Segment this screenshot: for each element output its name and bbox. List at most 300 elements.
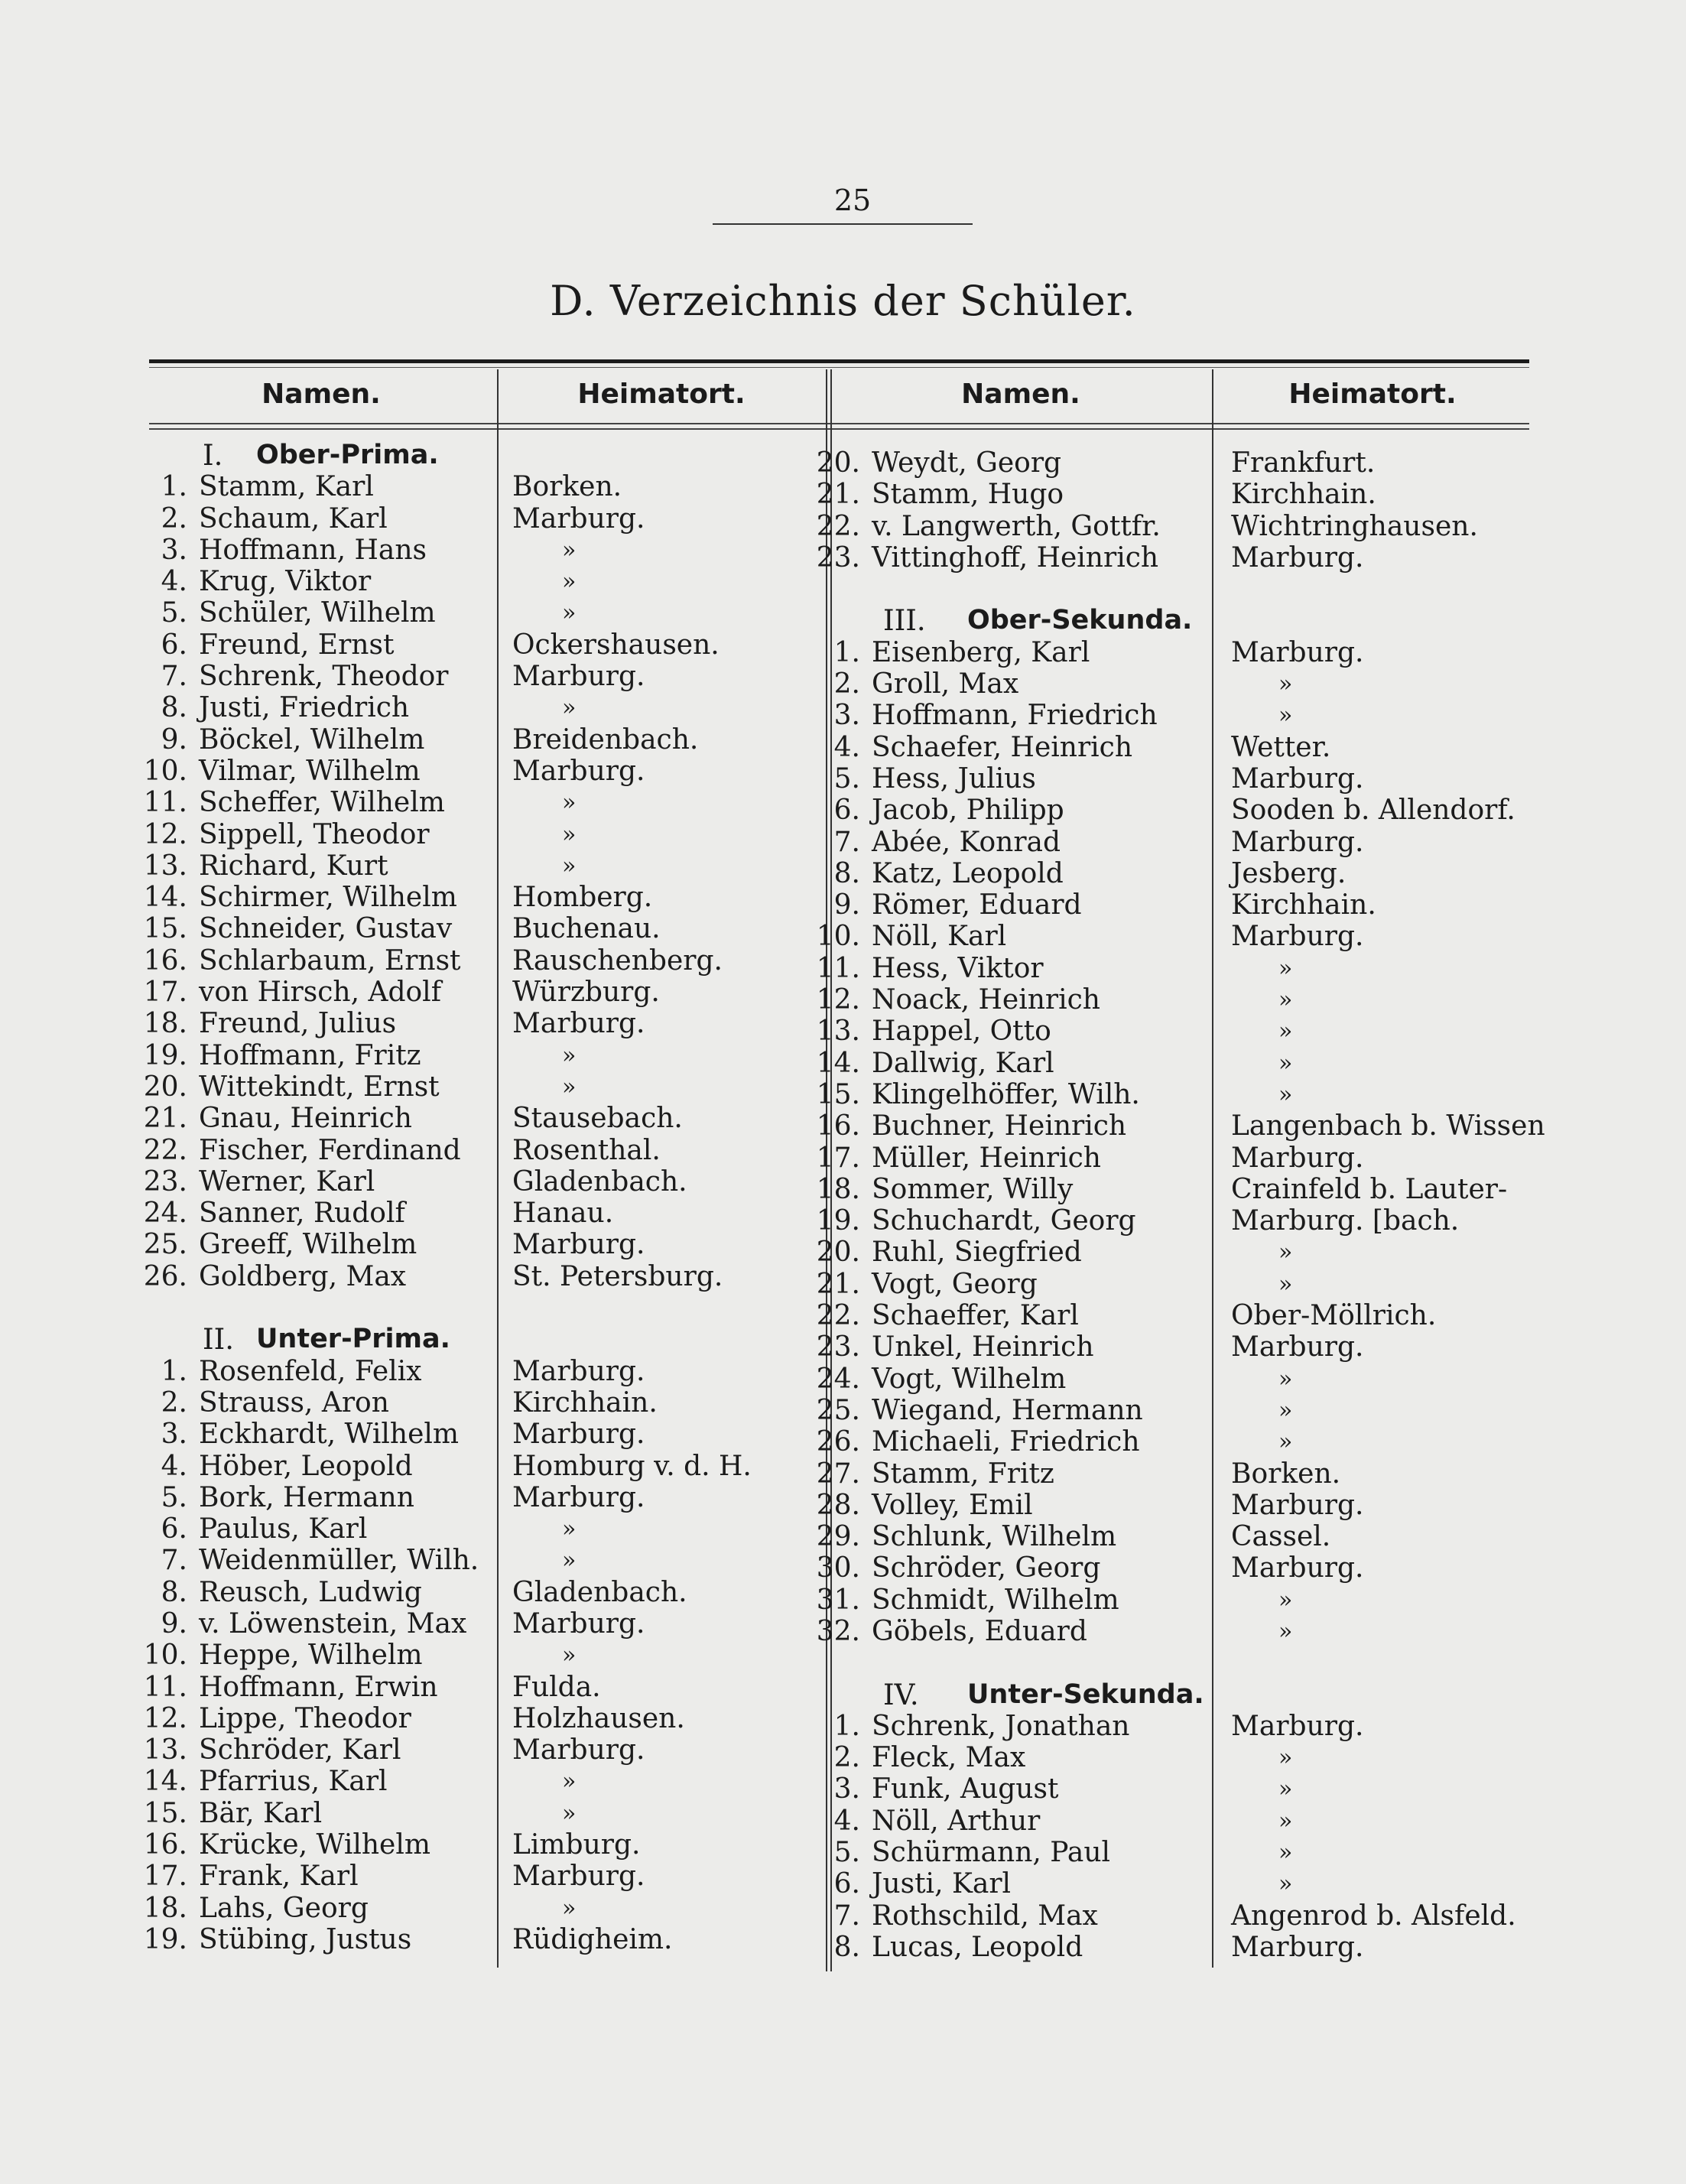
student-number: 6. [161,629,187,661]
hometown-ditto-mark: » [562,1042,577,1069]
student-name: Wittekindt, Ernst [199,1071,440,1103]
student-name: Schuchardt, Georg [872,1205,1136,1237]
student-number: 21. [816,479,860,511]
right-student-column [811,447,1545,1963]
student-number: 18. [816,1173,860,1205]
student-row [811,1805,1529,1837]
hometown-ditto-mark: » [1278,1776,1293,1803]
student-name: Krug, Viktor [199,566,372,598]
student-number: 5. [833,1837,860,1869]
student-row [811,1490,1529,1521]
student-number: 16. [143,944,187,977]
student-number: 4. [161,1450,187,1482]
student-name: Jacob, Philipp [872,795,1064,827]
student-name: Klingelhöffer, Wilh. [872,1078,1140,1110]
student-name: Rothschild, Max [872,1900,1098,1932]
student-number: 15. [143,913,187,945]
student-row [811,1711,1529,1742]
page-number: 25 [833,184,872,217]
student-row [138,1261,811,1292]
student-row [811,1016,1529,1047]
student-number: 12. [816,984,860,1016]
student-number: 18. [143,1008,187,1040]
student-name: Weidenmüller, Wilh. [199,1545,479,1577]
student-hometown: Kirchhain. [1231,889,1376,921]
student-row [811,1521,1529,1552]
student-hometown: Hanau. [512,1198,614,1230]
student-number: 20. [816,1237,860,1269]
student-number: 3. [161,1419,187,1451]
section-roman-numeral: I. [203,439,223,472]
student-name: Justi, Karl [872,1868,1012,1900]
table-top-rule-thin [149,367,1529,368]
student-row [138,787,811,818]
student-number: 2. [833,668,860,700]
hometown-ditto-mark: » [562,1799,577,1827]
section-gap [138,1292,811,1324]
student-row [811,1174,1529,1205]
student-hometown: Würzburg. [512,977,660,1009]
student-name: v. Langwerth, Gottfr. [872,510,1161,542]
student-hometown: Marburg. [512,1355,645,1387]
hometown-ditto-mark: » [1278,1870,1293,1898]
student-row [138,1387,811,1419]
student-row [811,1868,1529,1900]
student-name: Schröder, Georg [872,1552,1101,1584]
student-row [138,1166,811,1198]
student-row [811,1205,1529,1237]
student-row [138,1577,811,1608]
student-row [138,819,811,850]
hometown-ditto-mark: » [1278,1396,1293,1424]
student-hometown: Marburg. [512,1229,645,1261]
student-number: 7. [833,826,860,858]
student-number: 7. [833,1900,860,1932]
student-row [138,597,811,629]
student-name: Heppe, Wilhelm [199,1640,423,1672]
student-hometown: Marburg. [1231,1710,1364,1742]
student-row [811,795,1529,826]
student-row [138,1451,811,1482]
student-row [811,984,1529,1016]
student-name: Vogt, Georg [872,1268,1038,1300]
student-number: 17. [143,977,187,1009]
student-name: Schröder, Karl [199,1734,401,1766]
student-number: 15. [143,1797,187,1829]
student-hometown: Marburg. [512,1419,645,1451]
section-gap [811,574,1529,605]
student-number: 9. [161,1607,187,1640]
student-name: Abée, Konrad [872,826,1061,858]
student-row [811,1932,1529,1963]
student-row [138,1356,811,1387]
student-hometown: Marburg. [1231,636,1364,668]
student-name: Schüler, Wilhelm [199,597,436,629]
hometown-ditto-mark: » [1278,1018,1293,1045]
student-hometown: Marburg. [512,661,645,693]
student-name: Gnau, Heinrich [199,1103,412,1135]
student-hometown: Marburg. [512,1734,645,1766]
student-name: Schrenk, Theodor [199,661,449,693]
student-number: 23. [143,1165,187,1198]
student-name: Freund, Julius [199,1008,397,1040]
student-name: Nöll, Karl [872,921,1007,953]
student-name: Strauss, Aron [199,1386,389,1419]
hometown-ditto-mark: » [1278,1617,1293,1645]
class-section-heading [138,440,811,471]
student-hometown: Kirchhain. [1231,479,1376,511]
student-name: Schlarbaum, Ernst [199,944,461,977]
student-hometown: Gladenbach. [512,1165,687,1198]
section-roman-numeral: III. [883,604,926,638]
student-row [811,668,1529,700]
hometown-ditto-mark: » [1278,671,1293,698]
student-name: Groll, Max [872,668,1019,700]
student-name: Sanner, Rudolf [199,1198,405,1230]
student-row [138,661,811,692]
student-name: Buchner, Heinrich [872,1110,1127,1142]
student-number: 24. [816,1363,860,1395]
student-hometown: Marburg. [1231,1142,1364,1174]
student-name: Hess, Julius [872,762,1036,795]
student-row [811,1458,1529,1490]
student-name: Vogt, Wilhelm [872,1363,1067,1395]
student-row [138,1798,811,1829]
student-name: Eisenberg, Karl [872,636,1090,668]
student-row [811,1395,1529,1426]
hometown-ditto-mark: » [1278,1049,1293,1077]
student-hometown: Wetter. [1231,731,1331,763]
student-name: Lahs, Georg [199,1892,369,1924]
student-hometown: Limburg. [512,1829,641,1861]
student-number: 2. [161,502,187,535]
student-name: Fischer, Ferdinand [199,1134,461,1166]
student-row [811,511,1529,542]
hometown-ditto-mark: » [562,821,577,848]
left-student-column [138,440,811,1955]
student-name: Bär, Karl [199,1797,323,1829]
student-number: 14. [143,882,187,914]
student-number: 8. [161,692,187,724]
hometown-ditto-mark: » [1278,1807,1293,1835]
student-name: Happel, Otto [872,1016,1051,1048]
student-number: 6. [833,1868,860,1900]
student-number: 3. [161,534,187,566]
student-row [811,479,1529,510]
student-hometown: Marburg. [1231,921,1364,953]
student-hometown: Wichtringhausen. [1231,510,1478,542]
hometown-ditto-mark: » [1278,1428,1293,1456]
student-hometown: Frankfurt. [1231,447,1376,479]
student-row [138,1103,811,1134]
hometown-ditto-mark: » [1278,1744,1293,1772]
student-number: 14. [816,1047,860,1079]
student-number: 4. [833,1805,860,1837]
student-row [811,763,1529,795]
student-name: Rosenfeld, Felix [199,1355,422,1387]
student-name: von Hirsch, Adolf [199,977,442,1009]
student-row [138,1829,811,1861]
student-number: 5. [833,762,860,795]
student-hometown: Homburg v. d. H. [512,1450,752,1482]
hometown-ditto-mark: » [562,1768,577,1796]
student-name: Schaefer, Heinrich [872,731,1133,763]
student-row [811,1110,1545,1142]
hometown-ditto-mark: » [562,1516,577,1543]
student-name: Römer, Eduard [872,889,1082,921]
header-town-left: Heimatort. [577,379,746,410]
student-number: 28. [816,1489,860,1521]
student-row [138,1040,811,1071]
student-name: Katz, Leopold [872,857,1064,889]
student-name: Schirmer, Wilhelm [199,882,457,914]
hometown-ditto-mark: » [562,600,577,627]
student-number: 8. [833,857,860,889]
student-row [138,1893,811,1924]
student-number: 9. [833,889,860,921]
hometown-ditto-mark: » [562,536,577,564]
student-name: Weydt, Georg [872,447,1062,479]
student-name: Richard, Kurt [199,850,388,882]
student-name: Hoffmann, Erwin [199,1671,438,1703]
student-name: Schneider, Gustav [199,913,453,945]
student-hometown: Marburg. [1231,1331,1364,1363]
student-number: 13. [143,1734,187,1766]
student-row [811,1552,1529,1584]
student-number: 25. [143,1229,187,1261]
student-number: 2. [833,1742,860,1774]
student-number: 19. [143,1039,187,1071]
section-label: Unter-Prima. [256,1324,450,1355]
student-hometown: Angenrod b. Alsfeld. [1231,1900,1516,1932]
student-number: 7. [161,1545,187,1577]
student-row [138,566,811,597]
student-row [811,1900,1529,1932]
student-number: 1. [833,1710,860,1742]
student-number: 26. [816,1426,860,1458]
hometown-ditto-mark: » [1278,1839,1293,1867]
student-hometown: Fulda. [512,1671,601,1703]
student-number: 22. [143,1134,187,1166]
student-number: 32. [816,1615,860,1647]
student-number: 12. [143,1702,187,1734]
student-number: 11. [816,952,860,984]
student-number: 20. [816,447,860,479]
student-name: Stamm, Fritz [872,1458,1054,1490]
student-number: 1. [161,471,187,503]
hometown-ditto-mark: » [1278,702,1293,730]
student-row [138,1229,811,1260]
student-hometown: Ober-Möllrich. [1231,1300,1437,1332]
student-number: 21. [816,1268,860,1300]
student-number: 11. [143,787,187,819]
student-row [138,1545,811,1576]
student-row [138,1198,811,1229]
student-name: Dallwig, Karl [872,1047,1054,1079]
student-row [138,471,811,502]
section-label: Ober-Prima. [256,440,439,470]
student-name: Höber, Leopold [199,1450,413,1482]
student-row [811,858,1529,889]
student-row [138,1766,811,1797]
student-row [138,1924,811,1955]
header-town-right: Heimatort. [1288,379,1457,410]
student-hometown: St. Petersburg. [512,1260,723,1292]
page-number-rule [713,223,973,225]
student-hometown: Breidenbach. [512,723,699,756]
section-label: Unter-Sekunda. [967,1679,1204,1710]
hometown-ditto-mark: » [1278,986,1293,1014]
student-number: 23. [816,541,860,574]
student-name: Volley, Emil [872,1489,1033,1521]
student-name: Eckhardt, Wilhelm [199,1419,460,1451]
student-hometown: Marburg. [1231,541,1364,574]
student-number: 31. [816,1584,860,1616]
class-section-heading [138,1324,811,1355]
student-row [811,1237,1529,1268]
student-number: 15. [816,1078,860,1110]
student-row [138,535,811,566]
student-hometown: Sooden b. Allendorf. [1231,795,1515,827]
student-row [138,1640,811,1671]
student-row [811,1269,1529,1300]
student-name: Bork, Hermann [199,1481,414,1513]
student-name: Vittinghoff, Heinrich [872,541,1159,574]
student-number: 16. [816,1110,860,1142]
hometown-ditto-mark: » [562,789,577,817]
student-name: Hess, Viktor [872,952,1044,984]
hometown-ditto-mark: » [562,852,577,879]
student-number: 11. [143,1671,187,1703]
student-name: Funk, August [872,1773,1059,1805]
student-row [811,447,1529,479]
student-number: 2. [161,1386,187,1419]
student-row [138,692,811,723]
student-hometown: Crainfeld b. Lauter- [1231,1173,1508,1205]
student-number: 10. [816,921,860,953]
student-name: Freund, Ernst [199,629,395,661]
student-row [811,1773,1529,1805]
student-row [811,1584,1529,1616]
section-roman-numeral: II. [203,1323,234,1357]
student-number: 26. [143,1260,187,1292]
student-name: Michaeli, Friedrich [872,1426,1140,1458]
student-hometown: Holzhausen. [512,1702,685,1734]
hometown-ditto-mark: » [562,1894,577,1922]
student-name: Schaeffer, Karl [872,1300,1079,1332]
student-hometown: Kirchhain. [512,1386,658,1419]
hometown-ditto-mark: » [562,1073,577,1100]
student-number: 6. [161,1513,187,1545]
hometown-ditto-mark: » [562,1547,577,1575]
student-hometown: Ockershausen. [512,629,720,661]
student-row [811,827,1529,858]
student-number: 9. [161,723,187,756]
student-number: 30. [816,1552,860,1584]
student-row [138,503,811,535]
student-hometown: Marburg. [512,1008,645,1040]
student-row [138,1135,811,1166]
hometown-ditto-mark: » [1278,1586,1293,1614]
student-number: 8. [833,1931,860,1963]
class-section-heading [811,1679,1529,1711]
student-name: Böckel, Wilhelm [199,723,425,756]
student-name: Hoffmann, Fritz [199,1039,421,1071]
student-hometown: Borken. [512,471,622,503]
student-row [811,1048,1529,1079]
student-number: 23. [816,1331,860,1363]
student-number: 20. [143,1071,187,1103]
student-name: Krücke, Wilhelm [199,1829,430,1861]
header-bottom-rule-2 [149,428,1529,430]
section-label: Ober-Sekunda. [967,605,1193,636]
student-name: Lucas, Leopold [872,1931,1083,1963]
student-row [138,945,811,977]
student-name: Pfarrius, Karl [199,1766,388,1798]
student-row [138,1482,811,1513]
student-hometown: Marburg. [512,1607,645,1640]
section-roman-numeral: IV. [883,1678,919,1711]
student-hometown: Marburg. [512,502,645,535]
student-name: Unkel, Heinrich [872,1331,1094,1363]
student-name: Ruhl, Siegfried [872,1237,1082,1269]
hometown-ditto-mark: » [1278,954,1293,982]
student-row [138,1008,811,1039]
student-hometown: Marburg. [512,1481,645,1513]
student-row [811,1837,1529,1868]
student-hometown: Buchenau. [512,913,661,945]
student-name: Justi, Friedrich [199,692,410,724]
hometown-ditto-mark: » [1278,1081,1293,1108]
student-row [138,1608,811,1640]
student-number: 19. [816,1205,860,1237]
student-number: 14. [143,1766,187,1798]
hometown-ditto-mark: » [562,694,577,722]
student-row [811,1079,1529,1110]
student-name: v. Löwenstein, Max [199,1607,467,1640]
student-row [138,1071,811,1103]
student-hometown: Marburg. [1231,1489,1364,1521]
student-number: 17. [143,1861,187,1893]
student-number: 5. [161,597,187,629]
student-number: 27. [816,1458,860,1490]
student-row [811,921,1529,952]
student-row [138,1734,811,1766]
student-name: Schaum, Karl [199,502,388,535]
student-number: 4. [833,731,860,763]
hometown-ditto-mark: » [562,1642,577,1669]
student-name: Stübing, Justus [199,1923,412,1955]
student-number: 22. [816,510,860,542]
student-hometown: Gladenbach. [512,1576,687,1608]
student-hometown: Cassel. [1231,1521,1331,1553]
page-title: D. Verzeichnis der Schüler. [550,277,1136,325]
table-top-rule [149,359,1529,363]
student-hometown: Marburg. [1231,826,1364,858]
student-number: 3. [833,1773,860,1805]
student-row [138,977,811,1008]
student-row [138,1703,811,1734]
student-hometown: Stausebach. [512,1103,683,1135]
student-name: Frank, Karl [199,1861,359,1893]
student-number: 12. [143,818,187,850]
student-row [811,1300,1529,1331]
student-name: Reusch, Ludwig [199,1576,422,1608]
student-name: Müller, Heinrich [872,1142,1101,1174]
student-row [811,1616,1529,1647]
student-row [138,850,811,882]
student-name: Scheffer, Wilhelm [199,787,445,819]
